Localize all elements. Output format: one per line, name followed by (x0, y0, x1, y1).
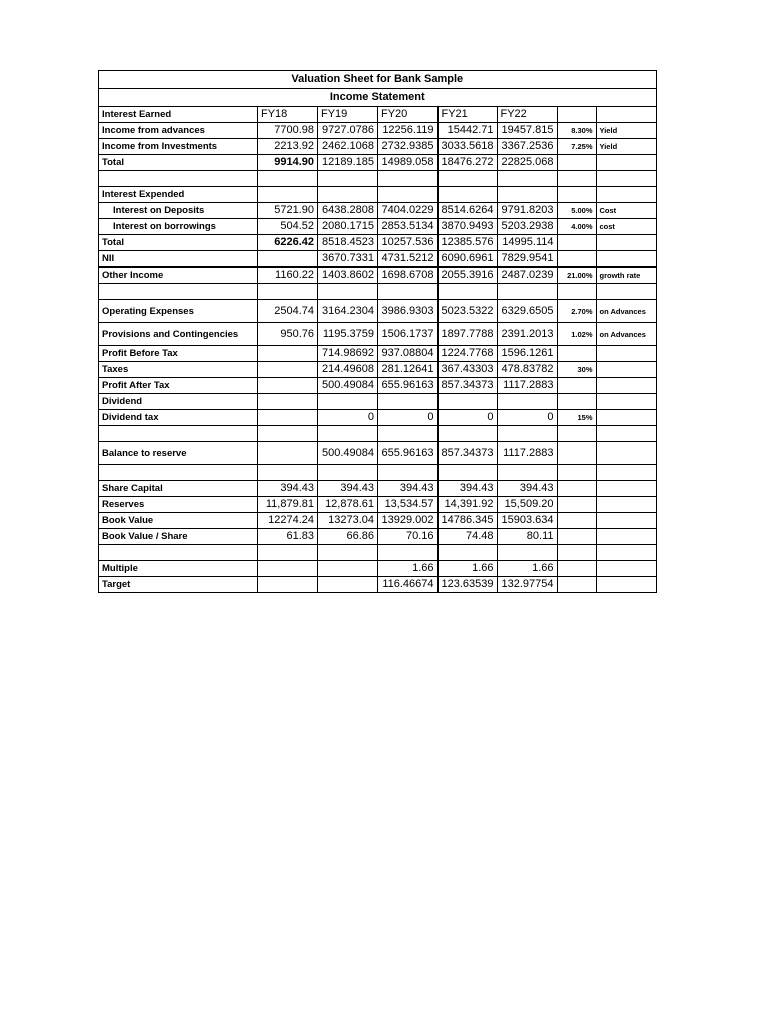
rate-cell: 2.70% (557, 300, 596, 323)
value-cell: 14,391.92 (438, 497, 498, 513)
value-cell: 9791.8203 (497, 203, 557, 219)
rate-cell (557, 465, 596, 481)
row-label: Book Value / Share (99, 529, 258, 545)
value-cell (258, 410, 318, 426)
value-cell: 15442.71 (438, 123, 498, 139)
note-cell: Cost (596, 203, 656, 219)
row-label: Taxes (99, 362, 258, 378)
value-cell: 12274.24 (258, 513, 318, 529)
row-reserves (99, 497, 657, 513)
value-cell: 3986.9303 (378, 300, 438, 323)
value-cell (258, 426, 318, 442)
value-cell (497, 284, 557, 300)
note-cell (596, 378, 656, 394)
year-header: FY18 (258, 107, 318, 123)
value-cell: 6329.6505 (497, 300, 557, 323)
value-cell: 13,534.57 (378, 497, 438, 513)
row-blank-1 (99, 171, 657, 187)
row-label (99, 465, 258, 481)
note-cell (596, 410, 656, 426)
value-cell: 13929.002 (378, 513, 438, 529)
value-cell: 2391.2013 (497, 323, 557, 346)
row-blank-3 (99, 426, 657, 442)
value-cell (258, 187, 318, 203)
value-cell: 5023.5322 (438, 300, 498, 323)
value-cell (378, 465, 438, 481)
row-label: Operating Expenses (99, 300, 258, 323)
value-cell (258, 442, 318, 465)
rate-cell (557, 107, 596, 123)
value-cell (497, 187, 557, 203)
value-cell (318, 394, 378, 410)
value-cell (258, 251, 318, 268)
value-cell (258, 577, 318, 593)
value-cell: 857.34373 (438, 442, 498, 465)
rate-cell: 1.02% (557, 323, 596, 346)
value-cell (258, 362, 318, 378)
value-cell: 9914.90 (258, 155, 318, 171)
sheet-title: Valuation Sheet for Bank Sample (99, 71, 657, 89)
note-cell (596, 394, 656, 410)
value-cell (378, 171, 438, 187)
rate-cell (557, 171, 596, 187)
row-profit-before-tax (99, 346, 657, 362)
row-share-capital (99, 481, 657, 497)
row-total-income (99, 155, 657, 171)
value-cell: 394.43 (378, 481, 438, 497)
row-interest-on-deposits (99, 203, 657, 219)
value-cell: 14786.345 (438, 513, 498, 529)
note-cell (596, 251, 656, 268)
note-cell: growth rate (596, 267, 656, 284)
row-operating-expenses (99, 300, 657, 323)
value-cell (378, 187, 438, 203)
row-dividend-tax (99, 410, 657, 426)
value-cell: 2732.9385 (378, 139, 438, 155)
value-cell: 3367.2536 (497, 139, 557, 155)
value-cell: 2213.92 (258, 139, 318, 155)
note-cell (596, 497, 656, 513)
value-cell: 950.76 (258, 323, 318, 346)
value-cell (318, 171, 378, 187)
rate-cell (557, 251, 596, 268)
valuation-sheet-table (98, 70, 657, 593)
row-label (99, 545, 258, 561)
rate-cell: 15% (557, 410, 596, 426)
note-cell (596, 284, 656, 300)
note-cell (596, 442, 656, 465)
value-cell: 1117.2883 (497, 378, 557, 394)
rate-cell (557, 155, 596, 171)
value-cell (438, 426, 498, 442)
value-cell (378, 284, 438, 300)
value-cell (258, 394, 318, 410)
row-balance-to-reserve (99, 442, 657, 465)
value-cell: 3670.7331 (318, 251, 378, 268)
value-cell: 1.66 (438, 561, 498, 577)
value-cell: 1.66 (378, 561, 438, 577)
row-profit-after-tax (99, 378, 657, 394)
value-cell: 214.49608 (318, 362, 378, 378)
row-label: Income from Investments (99, 139, 258, 155)
row-taxes (99, 362, 657, 378)
value-cell: 132.97754 (497, 577, 557, 593)
value-cell: 1403.8602 (318, 267, 378, 284)
value-cell (438, 394, 498, 410)
rate-cell (557, 187, 596, 203)
value-cell: 394.43 (258, 481, 318, 497)
note-cell (596, 513, 656, 529)
row-label: Target (99, 577, 258, 593)
value-cell: 1.66 (497, 561, 557, 577)
note-cell (596, 545, 656, 561)
row-label: Balance to reserve (99, 442, 258, 465)
value-cell: 12385.576 (438, 235, 498, 251)
year-header: FY19 (318, 107, 378, 123)
rate-cell (557, 529, 596, 545)
rate-cell (557, 513, 596, 529)
row-provisions (99, 323, 657, 346)
value-cell: 13273.04 (318, 513, 378, 529)
value-cell: 66.86 (318, 529, 378, 545)
value-cell: 11,879.81 (258, 497, 318, 513)
value-cell: 2462.1068 (318, 139, 378, 155)
sheet-subtitle: Income Statement (99, 89, 657, 107)
value-cell (438, 284, 498, 300)
value-cell: 0 (497, 410, 557, 426)
value-cell: 394.43 (318, 481, 378, 497)
rate-cell (557, 481, 596, 497)
value-cell (258, 545, 318, 561)
value-cell: 123.63539 (438, 577, 498, 593)
row-label: Other Income (99, 267, 258, 284)
row-label: Profit After Tax (99, 378, 258, 394)
row-label: Total (99, 155, 258, 171)
value-cell (378, 394, 438, 410)
value-cell (258, 171, 318, 187)
value-cell: 394.43 (497, 481, 557, 497)
note-cell: on Advances (596, 323, 656, 346)
row-blank-4 (99, 465, 657, 481)
value-cell: 15,509.20 (497, 497, 557, 513)
row-label: NII (99, 251, 258, 268)
row-label: Interest Earned (99, 107, 258, 123)
value-cell: 394.43 (438, 481, 498, 497)
row-label (99, 426, 258, 442)
value-cell: 281.12641 (378, 362, 438, 378)
value-cell: 12,878.61 (318, 497, 378, 513)
value-cell (258, 561, 318, 577)
value-cell: 5721.90 (258, 203, 318, 219)
value-cell (497, 465, 557, 481)
row-label: Interest Expended (99, 187, 258, 203)
note-cell: Yield (596, 139, 656, 155)
value-cell: 500.49084 (318, 442, 378, 465)
value-cell: 1698.6708 (378, 267, 438, 284)
rate-cell (557, 545, 596, 561)
year-header: FY20 (378, 107, 438, 123)
row-label (99, 171, 258, 187)
value-cell: 70.16 (378, 529, 438, 545)
value-cell: 12256.119 (378, 123, 438, 139)
value-cell: 5203.2938 (497, 219, 557, 235)
row-nii (99, 251, 657, 268)
value-cell: 14989.058 (378, 155, 438, 171)
rate-cell (557, 394, 596, 410)
value-cell: 18476.272 (438, 155, 498, 171)
value-cell: 2487.0239 (497, 267, 557, 284)
rate-cell: 30% (557, 362, 596, 378)
value-cell: 8514.6264 (438, 203, 498, 219)
value-cell: 367.43303 (438, 362, 498, 378)
note-cell (596, 577, 656, 593)
note-cell: Yield (596, 123, 656, 139)
value-cell: 655.96163 (378, 442, 438, 465)
value-cell: 1224.7768 (438, 346, 498, 362)
rate-cell: 4.00% (557, 219, 596, 235)
value-cell: 61.83 (258, 529, 318, 545)
value-cell (318, 561, 378, 577)
row-book-value (99, 513, 657, 529)
value-cell: 116.46674 (378, 577, 438, 593)
note-cell (596, 362, 656, 378)
value-cell (438, 465, 498, 481)
value-cell: 1897.7788 (438, 323, 498, 346)
value-cell (258, 346, 318, 362)
rate-cell (557, 346, 596, 362)
value-cell: 504.52 (258, 219, 318, 235)
rate-cell (557, 426, 596, 442)
value-cell: 1160.22 (258, 267, 318, 284)
row-label: Interest on borrowings (99, 219, 258, 235)
row-label: Multiple (99, 561, 258, 577)
value-cell: 74.48 (438, 529, 498, 545)
value-cell: 6090.6961 (438, 251, 498, 268)
value-cell (318, 465, 378, 481)
value-cell (258, 378, 318, 394)
rate-cell (557, 284, 596, 300)
row-multiple (99, 561, 657, 577)
value-cell: 7829.9541 (497, 251, 557, 268)
value-cell (497, 171, 557, 187)
value-cell: 2853.5134 (378, 219, 438, 235)
value-cell (258, 465, 318, 481)
value-cell: 1195.3759 (318, 323, 378, 346)
value-cell: 3164.2304 (318, 300, 378, 323)
value-cell: 714.98692 (318, 346, 378, 362)
value-cell: 12189.185 (318, 155, 378, 171)
value-cell: 857.34373 (438, 378, 498, 394)
value-cell (497, 394, 557, 410)
rate-cell (557, 577, 596, 593)
row-label: Book Value (99, 513, 258, 529)
value-cell: 0 (318, 410, 378, 426)
value-cell: 0 (378, 410, 438, 426)
year-header: FY21 (438, 107, 498, 123)
row-label: Share Capital (99, 481, 258, 497)
rate-cell: 8.30% (557, 123, 596, 139)
row-other-income (99, 267, 657, 284)
value-cell (438, 545, 498, 561)
value-cell (438, 187, 498, 203)
value-cell: 2504.74 (258, 300, 318, 323)
value-cell: 14995.114 (497, 235, 557, 251)
note-cell (596, 235, 656, 251)
value-cell: 1117.2883 (497, 442, 557, 465)
value-cell (378, 545, 438, 561)
row-label: Reserves (99, 497, 258, 513)
note-cell (596, 426, 656, 442)
row-label: Dividend tax (99, 410, 258, 426)
value-cell: 2055.3916 (438, 267, 498, 284)
note-cell (596, 465, 656, 481)
value-cell: 10257.536 (378, 235, 438, 251)
row-label: Income from advances (99, 123, 258, 139)
row-dividend (99, 394, 657, 410)
value-cell: 500.49084 (318, 378, 378, 394)
row-target (99, 577, 657, 593)
value-cell: 1506.1737 (378, 323, 438, 346)
row-label: Interest on Deposits (99, 203, 258, 219)
year-header: FY22 (497, 107, 557, 123)
value-cell: 7700.98 (258, 123, 318, 139)
note-cell (596, 346, 656, 362)
row-label: Dividend (99, 394, 258, 410)
rate-cell: 5.00% (557, 203, 596, 219)
rate-cell (557, 235, 596, 251)
rate-cell: 7.25% (557, 139, 596, 155)
value-cell: 8518.4523 (318, 235, 378, 251)
value-cell: 0 (438, 410, 498, 426)
note-cell: on Advances (596, 300, 656, 323)
value-cell: 7404.0229 (378, 203, 438, 219)
note-cell (596, 171, 656, 187)
note-cell: cost (596, 219, 656, 235)
row-label: Provisions and Contingencies (99, 323, 258, 346)
row-income-from-investments (99, 139, 657, 155)
value-cell: 1596.1261 (497, 346, 557, 362)
row-interest-on-borrowings (99, 219, 657, 235)
row-label: Profit Before Tax (99, 346, 258, 362)
value-cell (497, 426, 557, 442)
note-cell (596, 481, 656, 497)
value-cell: 478.83782 (497, 362, 557, 378)
value-cell: 2080.1715 (318, 219, 378, 235)
value-cell: 3870.9493 (438, 219, 498, 235)
note-cell (596, 561, 656, 577)
value-cell (378, 426, 438, 442)
value-cell: 3033.5618 (438, 139, 498, 155)
rate-cell (557, 497, 596, 513)
value-cell (318, 545, 378, 561)
value-cell: 6438.2808 (318, 203, 378, 219)
rate-cell (557, 378, 596, 394)
value-cell (318, 284, 378, 300)
note-cell (596, 529, 656, 545)
row-interest-expended (99, 187, 657, 203)
note-cell (596, 187, 656, 203)
value-cell: 4731.5212 (378, 251, 438, 268)
value-cell: 22825.068 (497, 155, 557, 171)
value-cell (438, 171, 498, 187)
row-interest-earned (99, 107, 657, 123)
value-cell (318, 187, 378, 203)
value-cell: 655.96163 (378, 378, 438, 394)
row-book-value-share (99, 529, 657, 545)
row-total-expended (99, 235, 657, 251)
value-cell: 80.11 (497, 529, 557, 545)
value-cell (318, 426, 378, 442)
value-cell (318, 577, 378, 593)
note-cell (596, 107, 656, 123)
row-label (99, 284, 258, 300)
value-cell (497, 545, 557, 561)
value-cell: 9727.0786 (318, 123, 378, 139)
rate-cell: 21.00% (557, 267, 596, 284)
rate-cell (557, 561, 596, 577)
row-blank-2 (99, 284, 657, 300)
row-label: Total (99, 235, 258, 251)
note-cell (596, 155, 656, 171)
value-cell: 6226.42 (258, 235, 318, 251)
value-cell: 15903.634 (497, 513, 557, 529)
row-income-from-advances (99, 123, 657, 139)
value-cell: 19457.815 (497, 123, 557, 139)
row-blank-5 (99, 545, 657, 561)
value-cell (258, 284, 318, 300)
rate-cell (557, 442, 596, 465)
value-cell: 937.08804 (378, 346, 438, 362)
